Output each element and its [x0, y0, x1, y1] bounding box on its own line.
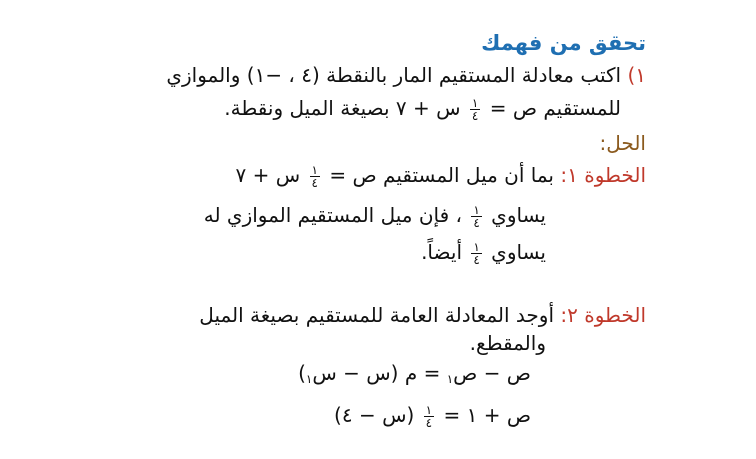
- eq1-part-b: = م (س − س: [312, 361, 441, 385]
- fraction-one-quarter: [470, 97, 480, 122]
- step-1-line-2-b: ، فإن ميل المستقيم الموازي له: [203, 203, 462, 227]
- equation-point-slope: [298, 358, 531, 394]
- step-1-line-3: [421, 237, 546, 267]
- step-2-line-1: [199, 300, 646, 330]
- step-1-line-1: [236, 160, 646, 190]
- fraction-denominator: ٤: [471, 109, 479, 123]
- question-1-text-b: س + ٧ بصيغة الميل ونقطة.: [224, 96, 461, 120]
- fraction-one-quarter: [310, 164, 320, 189]
- question-1-line-2: [224, 93, 621, 123]
- step-2-line-2: والمقطع.: [469, 331, 546, 355]
- fraction-numerator: ١: [471, 96, 479, 110]
- step-1-line-3-b: أيضاً.: [421, 240, 462, 264]
- question-1-text-a: للمستقيم ص =: [489, 96, 621, 120]
- step-1-line-2: [204, 200, 546, 230]
- eq1-subscript-2: ١: [305, 372, 313, 386]
- section-title: تحقق من فهمك: [481, 31, 646, 55]
- fraction-denominator: ٤: [425, 416, 433, 430]
- question-1-line-1: [166, 60, 646, 90]
- fraction-numerator: ١: [473, 203, 480, 217]
- fraction-denominator: ٤: [473, 216, 480, 230]
- question-number: ١): [627, 63, 646, 87]
- eq1-part-c: ): [298, 361, 306, 385]
- step-2-text: أوجد المعادلة العامة للمستقيم بصيغة الميل: [199, 303, 554, 327]
- fraction-numerator: ١: [311, 163, 318, 177]
- step-1-text-b: س + ٧: [235, 163, 301, 187]
- solution-label: الحل:: [599, 131, 646, 155]
- fraction-one-quarter: [424, 404, 434, 429]
- fraction-one-quarter: [471, 241, 481, 266]
- question-1-text: اكتب معادلة المستقيم المار بالنقطة (٤ ، −١) والموازي: [166, 63, 622, 87]
- equation-substituted: [334, 400, 531, 430]
- fraction-denominator: ٤: [311, 176, 318, 190]
- step-1-line-2-a: يساوي: [491, 203, 546, 227]
- fraction-denominator: ٤: [473, 253, 480, 267]
- fraction-one-quarter: [471, 204, 481, 229]
- fraction-numerator: ١: [425, 403, 433, 417]
- eq1-part-a: ص − ص: [453, 361, 531, 385]
- eq2-part-a: ص + ١ =: [443, 403, 531, 427]
- step-1-text-a: بما أن ميل المستقيم ص =: [329, 163, 554, 187]
- step-1-line-3-a: يساوي: [491, 240, 546, 264]
- fraction-numerator: ١: [473, 240, 480, 254]
- eq1-subscript-1: ١: [446, 372, 454, 386]
- step-2-label: الخطوة ٢:: [560, 303, 646, 327]
- eq2-part-b: (س − ٤): [334, 403, 415, 427]
- step-1-label: الخطوة ١:: [560, 163, 646, 187]
